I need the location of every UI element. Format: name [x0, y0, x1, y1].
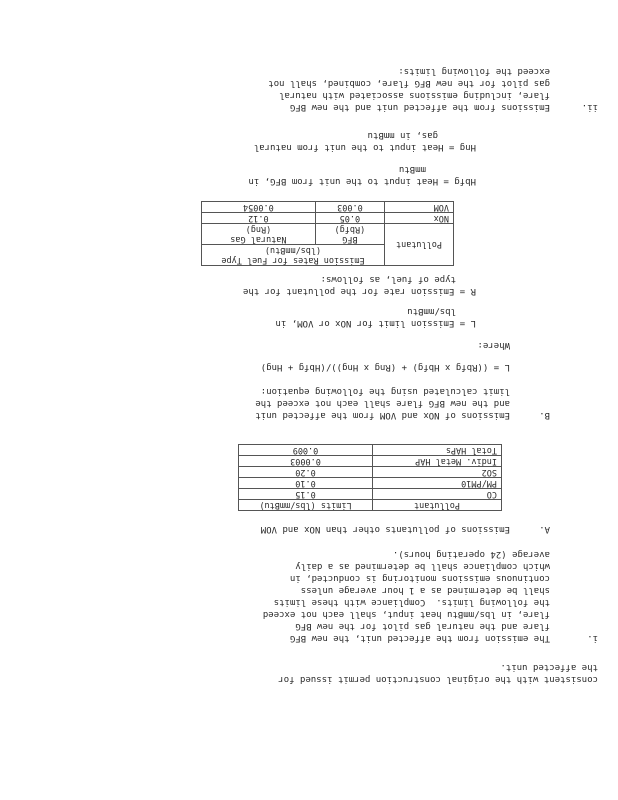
table-cell: 0.0003: [239, 456, 373, 467]
table-cell: 0.003: [315, 202, 384, 213]
table-cell: 0.0054: [202, 202, 316, 213]
table-cell: 0.05: [315, 213, 384, 224]
table-cell: PM/PM10: [373, 478, 502, 489]
item-i-text: which compliance shall be determined as a daily: [295, 561, 550, 571]
table-row: [202, 202, 454, 213]
table-cell: VOM: [385, 202, 454, 213]
item-a-text: Emissions of pollutants other than NOx and VOM: [260, 524, 510, 534]
header-bfg: BFG: [342, 234, 358, 244]
intro-line: consistent with the original construction permit issued for: [278, 674, 598, 684]
table-cell: NOx: [385, 213, 454, 224]
definition-hng: Hng = Heat input to the unit from natural: [253, 142, 476, 152]
table-header: Limits (lbs/mmBtu): [239, 500, 373, 511]
item-i-text: the following limits. Compliance with these limits: [273, 597, 550, 607]
table-cell: 0.20: [239, 467, 373, 478]
table-header: [315, 224, 384, 245]
pollutant-limits-table: [238, 444, 502, 511]
item-b-text: and the new BFG flare shall each not exceed the: [255, 398, 510, 408]
table-row: [239, 467, 502, 478]
item-i-text: The emission from the affected unit, the new BFG: [289, 633, 550, 643]
header-ng-symbol: (Rng): [245, 224, 272, 234]
definition-r: type of fuel, as follows:: [320, 274, 456, 284]
equation-text: L = ((Rbfg x Hbfg) + (Rng x Hng))/(Hbfg + Hng): [260, 362, 510, 372]
table-cell: Total HAPs: [373, 445, 502, 456]
item-i-text: flare and the natural gas pilot for the new BFG: [295, 621, 550, 631]
table-header: (lbs/mmBtu): [202, 245, 385, 256]
item-ii-text: gas pilot for the new BFG flare, combined, shall not: [268, 78, 550, 88]
intro-line: the affected unit.: [500, 662, 598, 672]
header-ng: Natural Gas: [230, 234, 287, 244]
table-cell: 0.12: [202, 213, 316, 224]
definition-hng: gas, in mmBtu: [367, 130, 438, 140]
table-header: Pollutant: [385, 224, 454, 266]
table-row: [239, 456, 502, 467]
table-row: [239, 445, 502, 456]
table-row: [239, 489, 502, 500]
table-cell: SO2: [373, 467, 502, 478]
table-header-row: [202, 255, 454, 266]
header-bfg-symbol: (Rbfg): [334, 224, 366, 234]
item-i-text: shall be determined as a 1 hour average unless: [300, 585, 550, 595]
table-header: [202, 224, 316, 245]
where-label: Where:: [477, 340, 510, 350]
item-b-label: B.: [539, 410, 550, 420]
definition-l: lbs/mmBtu: [407, 306, 456, 316]
item-i-text: average (24 operating hours).: [392, 549, 550, 559]
item-i-text: continuous emissions monitoring is conducted, in: [289, 573, 550, 583]
item-a-label: A.: [539, 524, 550, 534]
definition-l: L = Emission limit for NOx or VOM, in: [275, 318, 476, 328]
table-header-row: [239, 500, 502, 511]
item-i-text: flare, in lbs/mmBtu heat input, shall each not exceed: [262, 609, 550, 619]
item-ii-text: flare, including emissions associated with natural: [279, 90, 550, 100]
table-row: [202, 213, 454, 224]
table-cell: 0.009: [239, 445, 373, 456]
definition-hbfg: Hbfg = Heat input to the unit from BFG, in: [248, 176, 476, 186]
definition-r: R = Emission rate for the pollutant for the: [243, 286, 476, 296]
table-cell: Indiv. Metal HAP: [373, 456, 502, 467]
item-ii-label: ii.: [581, 102, 598, 112]
item-ii-text: Emissions from the affected unit and the new BFG: [289, 102, 550, 112]
item-b-text: limit calculated using the following equation:: [260, 386, 510, 396]
table-header: Emission Rates for Fuel Type: [202, 255, 385, 266]
table-cell: 0.15: [239, 489, 373, 500]
table-cell: 0.10: [239, 478, 373, 489]
definition-hbfg: mmBtu: [398, 164, 426, 174]
item-b-text: Emissions of NOx and VOM from the affected unit: [255, 410, 510, 420]
emission-rates-table: [201, 201, 454, 266]
table-row: [239, 478, 502, 489]
table-header: Pollutant: [373, 500, 502, 511]
item-ii-text: exceed the following limits:: [398, 66, 550, 76]
equation: [261, 361, 510, 372]
item-i-label: i.: [587, 633, 598, 643]
table-cell: CO: [373, 489, 502, 500]
